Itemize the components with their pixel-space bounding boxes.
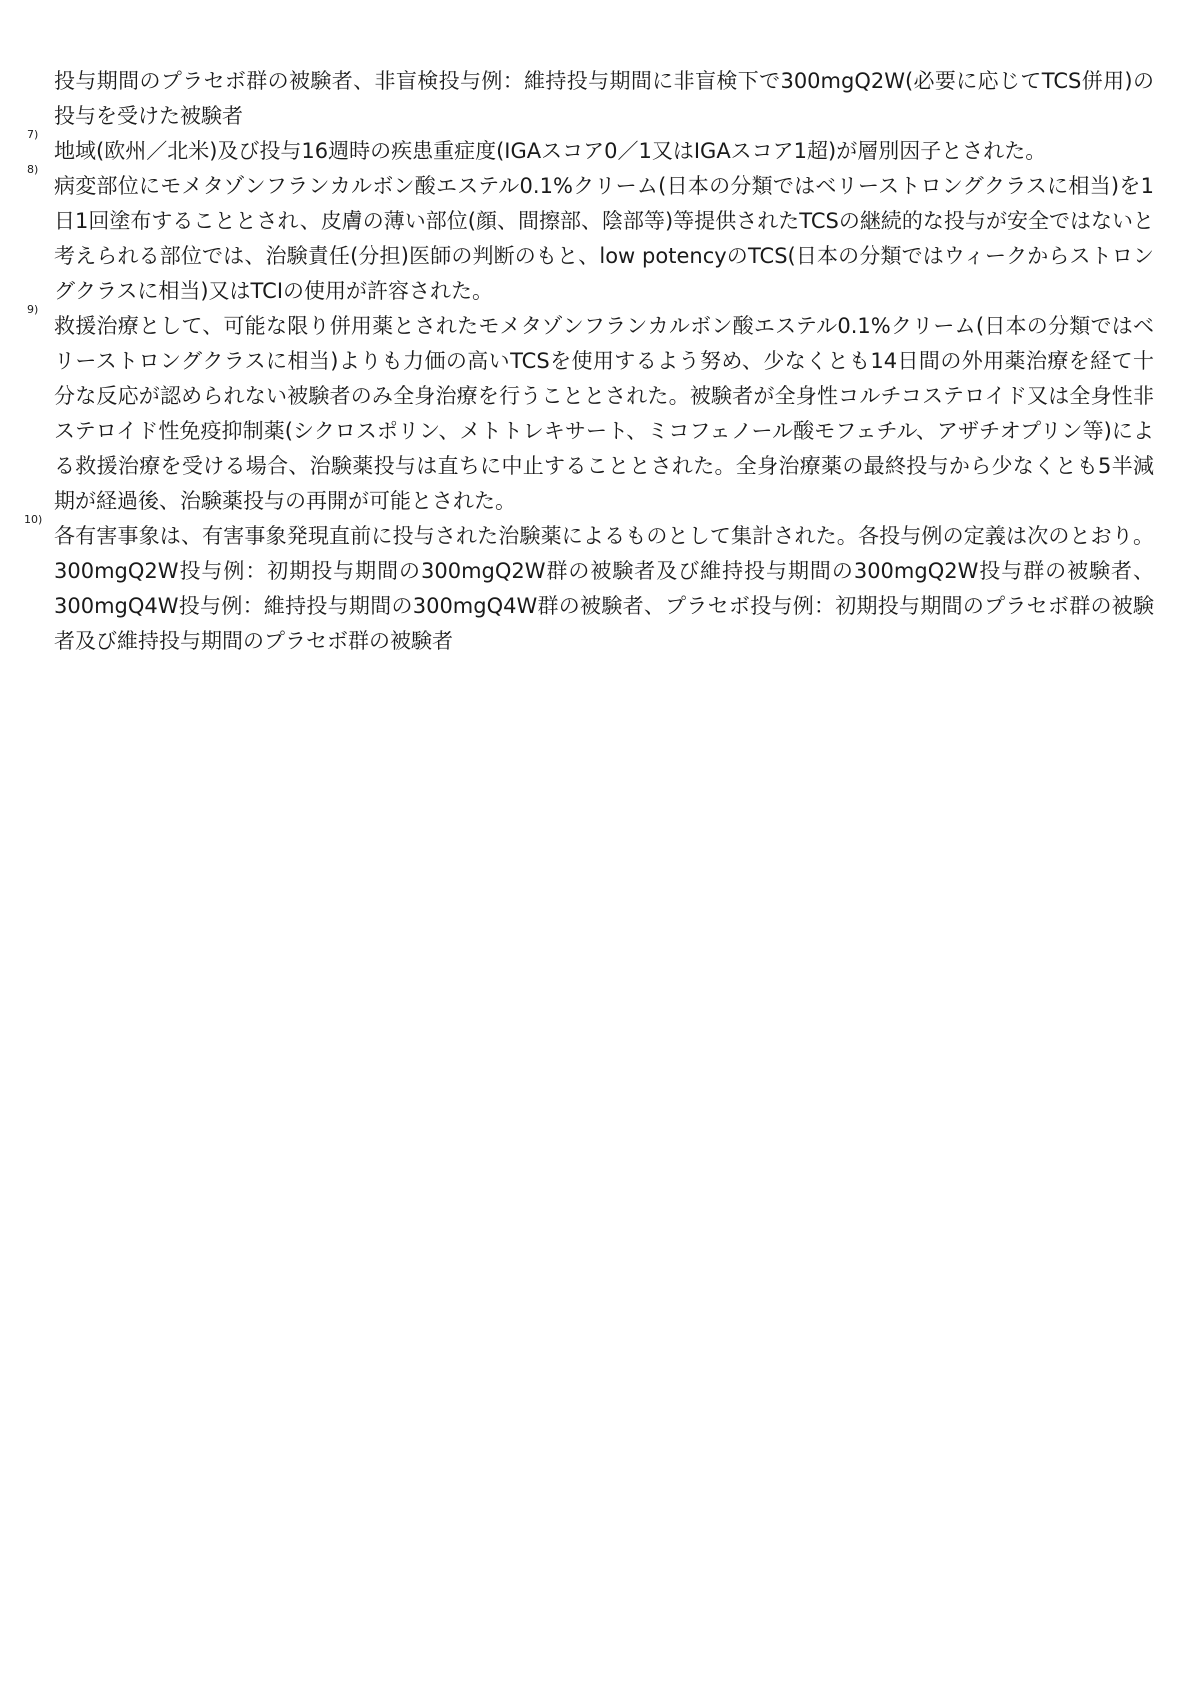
footnote-9 (27, 303, 1154, 519)
footnote-10 (24, 513, 1154, 659)
footnote-marker: 9) (27, 303, 39, 316)
footnote-marker: 7) (27, 128, 39, 141)
footnote-text: 救援治療として、可能な限り併用薬とされたモメタゾンフランカルボン酸エステル0.1%クリーム(日本の分類ではベリーストロングクラスに相当)よりも力価の高いTCSを使用するよう努め、少なくとも14日間の外用薬治療を経て十分な反応が認められない被験者のみ全身治療を行うこととされた。被験者が全身性コルチコステロイド又は全身性非ステロイド性免疫抑制薬(シクロスポリン、メトトレキサート、ミコフェノール酸モフェチル、アザチオプリン等)による救援治療を受ける場合、治験薬投与は直ちに中止することとされた。全身治療薬の最終投与から少なくとも5半減期が経過後、治験薬投与の再開が可能とされた。 (54, 314, 1154, 513)
footnote-8 (27, 163, 1154, 309)
footnote-7 (27, 128, 1154, 169)
footnote-continuation: 投与期間のプラセボ群の被験者、非盲検投与例：維持投与期間に非盲検下で300mgQ2W(必要に応じてTCS併用)の投与を受けた被験者 (54, 69, 1154, 128)
footnote-text: 病変部位にモメタゾンフランカルボン酸エステル0.1%クリーム(日本の分類ではベリーストロングクラスに相当)を1日1回塗布することとされ、皮膚の薄い部位(顔、間擦部、陰部等)等提供されたTCSの継続的な投与が安全ではないと考えられる部位では、治験責任(分担)医師の判断のもと、low potencyのTCS(日本の分類ではウィークからストロングクラスに相当)又はTCIの使用が許容された。 (54, 174, 1154, 303)
footnote-text: 各有害事象は、有害事象発現直前に投与された治験薬によるものとして集計された。各投与例の定義は次のとおり。300mgQ2W投与例：初期投与期間の300mgQ2W群の被験者及び維持投与期間の300mgQ2W投与群の被験者、300mgQ4W投与例：維持投与期間の300mgQ4W群の被験者、プラセボ投与例：初期投与期間のプラセボ群の被験者及び維持投与期間のプラセボ群の被験者 (54, 524, 1154, 653)
footnote-marker: 10) (24, 513, 43, 526)
footnote-marker: 8) (27, 163, 39, 176)
footnote-text: 地域(欧州／北米)及び投与16週時の疾患重症度(IGAスコア0／1又はIGAスコア1超)が層別因子とされた。 (54, 139, 1047, 163)
footnotes-section (24, 64, 1154, 659)
